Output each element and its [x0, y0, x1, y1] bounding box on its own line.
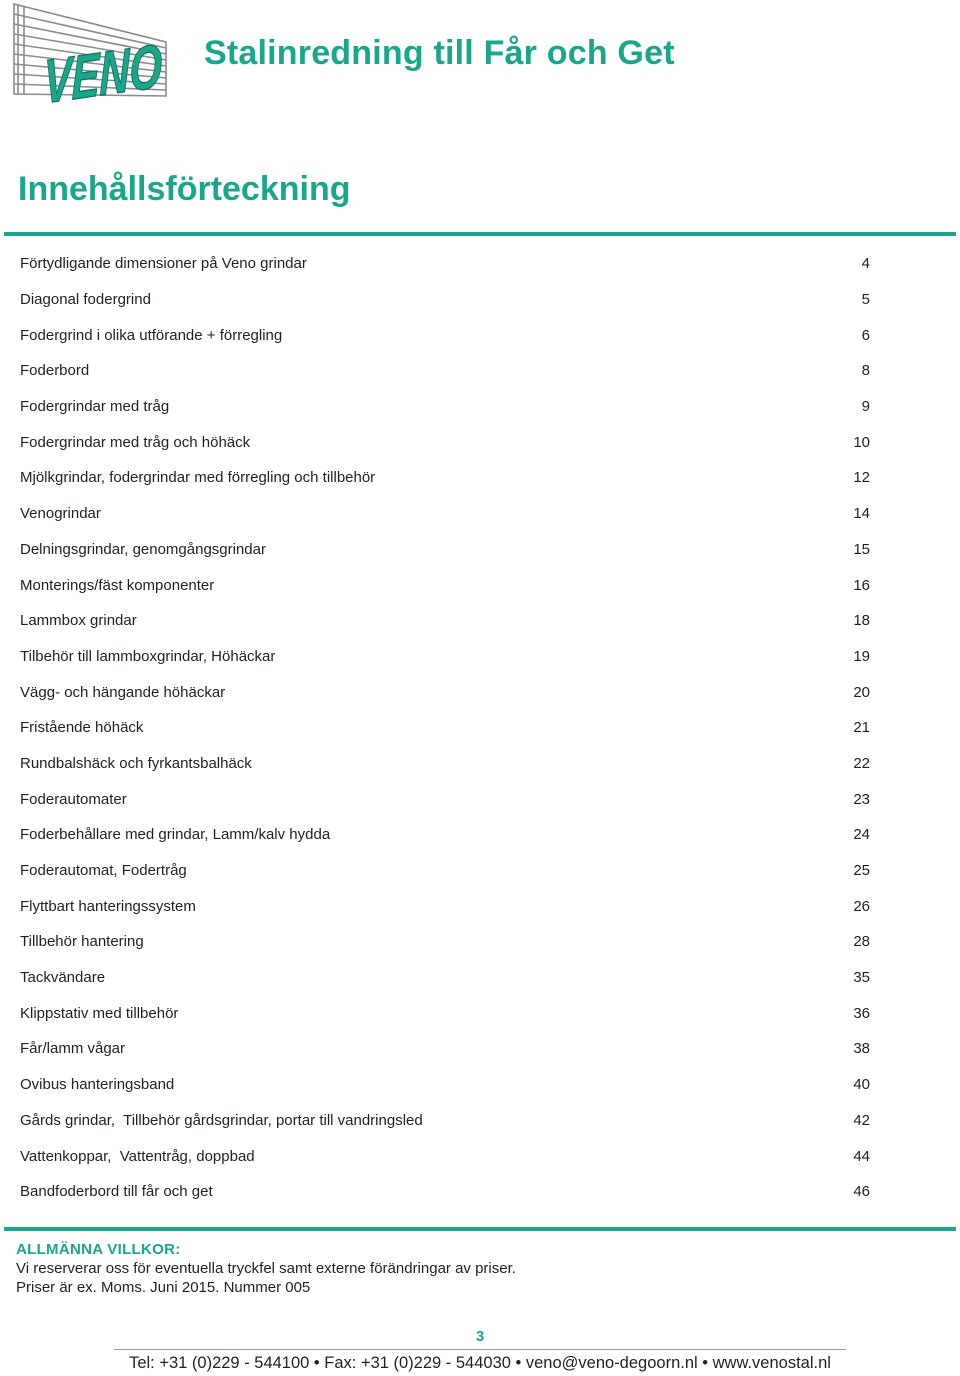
- toc-entry-page: 6: [861, 326, 870, 344]
- toc-entry: [20, 1067, 870, 1103]
- toc-entry-title: Vägg- och hängande höhäckar: [20, 683, 226, 701]
- toc-entry-page: 4: [861, 255, 870, 273]
- toc-entry-title: Ovibus hanteringsband: [20, 1076, 175, 1094]
- terms-heading: ALLMÄNNA VILLKOR:: [16, 1241, 181, 1258]
- toc-entry: [20, 924, 870, 960]
- toc-entry-page: 18: [853, 612, 870, 630]
- toc-entry: [20, 567, 870, 603]
- toc-entry: [20, 888, 870, 924]
- toc-entry-title: Förtydligande dimensioner på Veno grindar: [20, 255, 307, 273]
- toc-entry-page: 44: [853, 1147, 870, 1165]
- toc-entry-title: Fodergrindar med tråg och höhäck: [20, 433, 251, 451]
- toc-entry-title: Tillbehör hantering: [20, 933, 144, 951]
- logo-wordmark: VENO: [44, 23, 220, 118]
- toc-entry-title: Får/lamm vågar: [20, 1040, 126, 1058]
- toc-entry-page: 21: [853, 719, 870, 737]
- toc-entry-title: Monterings/fäst komponenter: [20, 576, 215, 594]
- toc-entry-page: 35: [853, 969, 870, 987]
- toc-entry-title: Foderbord: [20, 362, 90, 380]
- toc-entry-title: Tackvändare: [20, 969, 106, 987]
- terms-text-line-1: Vi reserverar oss för eventuella tryckfel samt externe förändringar av priser.: [16, 1260, 516, 1277]
- toc-entry-title: Foderautomater: [20, 790, 127, 808]
- toc-entry-page: 40: [853, 1076, 870, 1094]
- page-title: Stalinredning till Får och Get: [204, 34, 675, 72]
- toc-entry: [20, 317, 870, 353]
- toc-entry-page: 8: [861, 362, 870, 380]
- toc-entry: [20, 639, 870, 675]
- toc-entry-title: Foderbehållare med grindar, Lamm/kalv hydda: [20, 826, 331, 844]
- toc-entry-page: 9: [861, 398, 870, 416]
- toc-entry: [20, 1031, 870, 1067]
- footer-contact: Tel: +31 (0)229 - 544100 • Fax: +31 (0)229 - 544030 • veno@veno-degoorn.nl • www.venostal.nl: [129, 1354, 831, 1372]
- toc-entry-page: 19: [853, 647, 870, 665]
- toc-entry-page: 28: [853, 933, 870, 951]
- toc-entry: [20, 246, 870, 282]
- page-number: 3: [475, 1328, 485, 1345]
- toc-entry: [20, 282, 870, 318]
- toc-entry-page: 14: [853, 505, 870, 523]
- toc-entry-title: Bandfoderbord till får och get: [20, 1183, 213, 1201]
- toc-entry: [20, 710, 870, 746]
- toc-entry: [20, 817, 870, 853]
- toc-entry: [20, 389, 870, 425]
- toc-entry: [20, 1174, 870, 1210]
- toc-entry: [20, 603, 870, 639]
- toc-entry: [20, 853, 870, 889]
- toc-entry-title: Diagonal fodergrind: [20, 291, 151, 309]
- toc-entry-page: 15: [853, 540, 870, 558]
- toc-entry: [20, 674, 870, 710]
- toc-entry-title: Gårds grindar, Tillbehör gårdsgrindar, portar till vandringsled: [20, 1111, 423, 1129]
- footer-divider: [114, 1349, 846, 1350]
- toc-entry-page: 38: [853, 1040, 870, 1058]
- toc-entry-title: Venogrindar: [20, 505, 101, 523]
- toc-entry-page: 20: [853, 683, 870, 701]
- toc-entry-page: 16: [853, 576, 870, 594]
- toc-entry-page: 24: [853, 826, 870, 844]
- toc-entry: [20, 746, 870, 782]
- toc-entry: [20, 460, 870, 496]
- toc-entry-title: Flyttbart hanteringssystem: [20, 897, 196, 915]
- toc-entry-page: 5: [861, 291, 870, 309]
- toc-entry: [20, 1103, 870, 1139]
- toc-entry-title: Vattenkoppar, Vattentråg, doppbad: [20, 1147, 255, 1165]
- toc-entry-title: Fodergrindar med tråg: [20, 398, 170, 416]
- toc-entry-page: 25: [853, 862, 870, 880]
- toc-entry-page: 22: [853, 754, 870, 772]
- toc-entry-title: Fristående höhäck: [20, 719, 144, 737]
- toc-entry-title: Mjölkgrindar, fodergrindar med förregling och tillbehör: [20, 469, 376, 487]
- toc-entry-page: 36: [853, 1004, 870, 1022]
- toc-entry-title: Rundbalshäck och fyrkantsbalhäck: [20, 754, 252, 772]
- toc-entry-page: 42: [853, 1111, 870, 1129]
- toc-entry: [20, 532, 870, 568]
- toc-entry-page: 46: [853, 1183, 870, 1201]
- toc-entry: [20, 1138, 870, 1174]
- toc-entry-page: 12: [853, 469, 870, 487]
- bottom-divider: [4, 1227, 956, 1231]
- toc-entry-title: Foderautomat, Fodertråg: [20, 862, 187, 880]
- toc-entry-page: 26: [853, 897, 870, 915]
- veno-logo: [10, 2, 220, 118]
- toc-entry: [20, 496, 870, 532]
- toc-heading: Innehållsförteckning: [18, 170, 351, 208]
- toc-entry-title: Tilbehör till lammboxgrindar, Höhäckar: [20, 647, 276, 665]
- toc-entry: [20, 960, 870, 996]
- toc-list: [20, 246, 870, 1210]
- toc-entry: [20, 424, 870, 460]
- toc-entry-page: 23: [853, 790, 870, 808]
- top-divider: [4, 232, 956, 236]
- toc-entry: [20, 781, 870, 817]
- terms-text-line-2: Priser är ex. Moms. Juni 2015. Nummer 005: [16, 1279, 311, 1296]
- toc-entry-title: Klippstativ med tillbehör: [20, 1004, 179, 1022]
- toc-entry: [20, 995, 870, 1031]
- toc-entry: [20, 353, 870, 389]
- toc-entry-title: Lammbox grindar: [20, 612, 137, 630]
- toc-entry-title: Delningsgrindar, genomgångsgrindar: [20, 540, 266, 558]
- toc-entry-title: Fodergrind i olika utförande + förregling: [20, 326, 283, 344]
- toc-entry-page: 10: [853, 433, 870, 451]
